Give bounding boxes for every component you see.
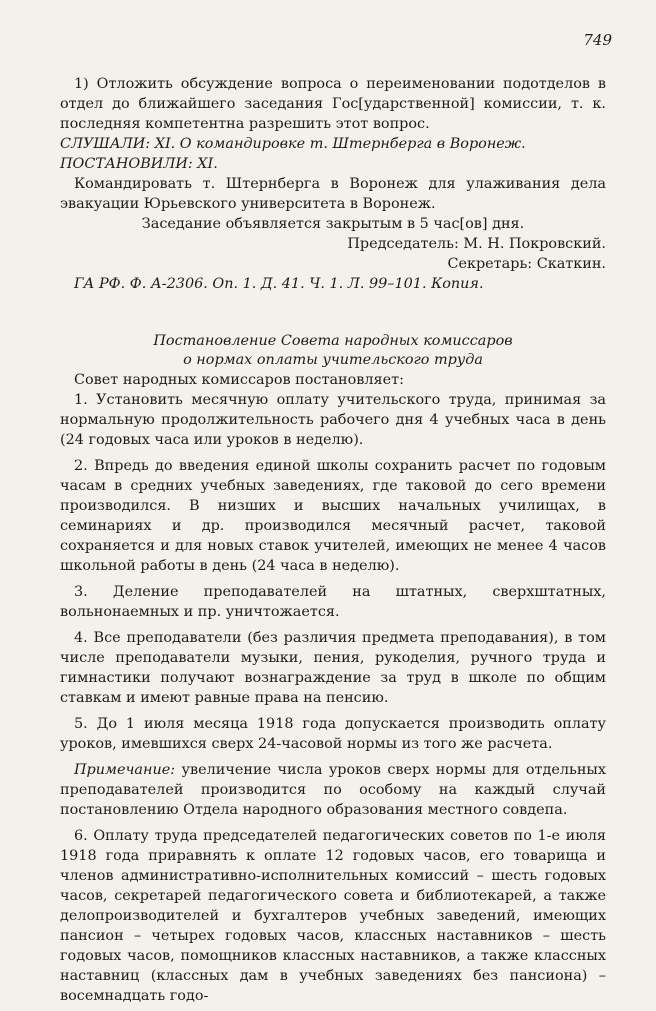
decree-intro: Совет народных комиссаров постановляет: [74,372,404,388]
archive-reference: ГА РФ. Ф. А-2306. Оп. 1. Д. 41. Ч. 1. Л. 99–101. Копия. [74,276,484,292]
decree-title [60,332,606,370]
decree-item-1: 1. Установить месячную оплату учительского труда, принимая за нормальную продолжительность рабочего дня 4 учебных часа в день (24 годовых часа или уроков в неделю). [60,392,606,448]
decree-item-5: 5. До 1 июля месяца 1918 года допускается производить оплату уроков, имевшихся сверх 24-часовой нормы из того же расчета. [60,716,606,752]
decided-text: Командировать т. Штернберга в Воронеж для улаживания дела эвакуации Юрьевского университета в Воронеж. [60,176,606,212]
page-content [60,74,606,1006]
paragraph-item-1: 1) Отложить обсуждение вопроса о переименовании подотделов в отдел до ближайшего заседания Гос[ударственной] комиссии, т. к. последняя компетентна разрешить этот вопрос. [60,76,606,132]
decree-item-6: 6. Оплату труда председателей педагогических советов по 1-е июля 1918 года приравнять к оплате 12 годовых часов, его товарища и членов административно-исполнительных комиссий – шесть годовых часов, секретарей педагогического совета и библиотекарей, а также делопроизводителей и бухгалтеров учебных заведений, имеющих пансион – четырех годовых часов, классных наставников – шесть годовых часов, помощников классных наставников, а также классных наставниц (классных дам в учебных заведениях без пансиона) – восемнадцать годо- [60,828,606,1004]
decree-title-line-1: Постановление Совета народных комиссаров [153,333,513,349]
note-label: Примечание: [74,762,176,778]
note-text: увеличение числа уроков сверх нормы для отдельных преподавателей производится по особому на каждый случай постановлению Отдела народного образования местного совдепа. [60,762,606,818]
decree-title-line-2: о нормах оплаты учительского труда [183,352,483,368]
decided-heading: ПОСТАНОВИЛИ: XI. [60,156,218,172]
heard-heading: СЛУШАЛИ: XI. О командировке т. Штернберга в Воронеж. [60,136,526,152]
meeting-closing: Заседание объявляется закрытым в 5 час[ов] дня. [141,216,525,232]
secretary-signature: Секретарь: Скаткин. [447,256,606,272]
decree-item-4: 4. Все преподаватели (без различия предмета преподавания), в том числе преподаватели музыки, пения, рукоделия, ручного труда и гимнастики получают вознаграждение за труд в школе по общим ставкам и имеют равные права на пенсию. [60,630,606,706]
decree-item-2: 2. Впредь до введения единой школы сохранить расчет по годовым часам в средних учебных заведениях, где таковой до сего времени производился. В низших и высших начальных училищах, в семинариях и др. производился месячный расчет, таковой сохраняется и для новых ставок учителей, имеющих не менее 4 часов школьной работы в день (24 часа в неделю). [60,458,606,574]
decree-item-3: 3. Деление преподавателей на штатных, сверхштатных, вольнонаемных и пр. уничтожается. [60,584,606,620]
decree-note [60,760,606,820]
chairman-signature: Председатель: М. Н. Покровский. [347,236,606,252]
page-number: 749 [583,31,612,49]
